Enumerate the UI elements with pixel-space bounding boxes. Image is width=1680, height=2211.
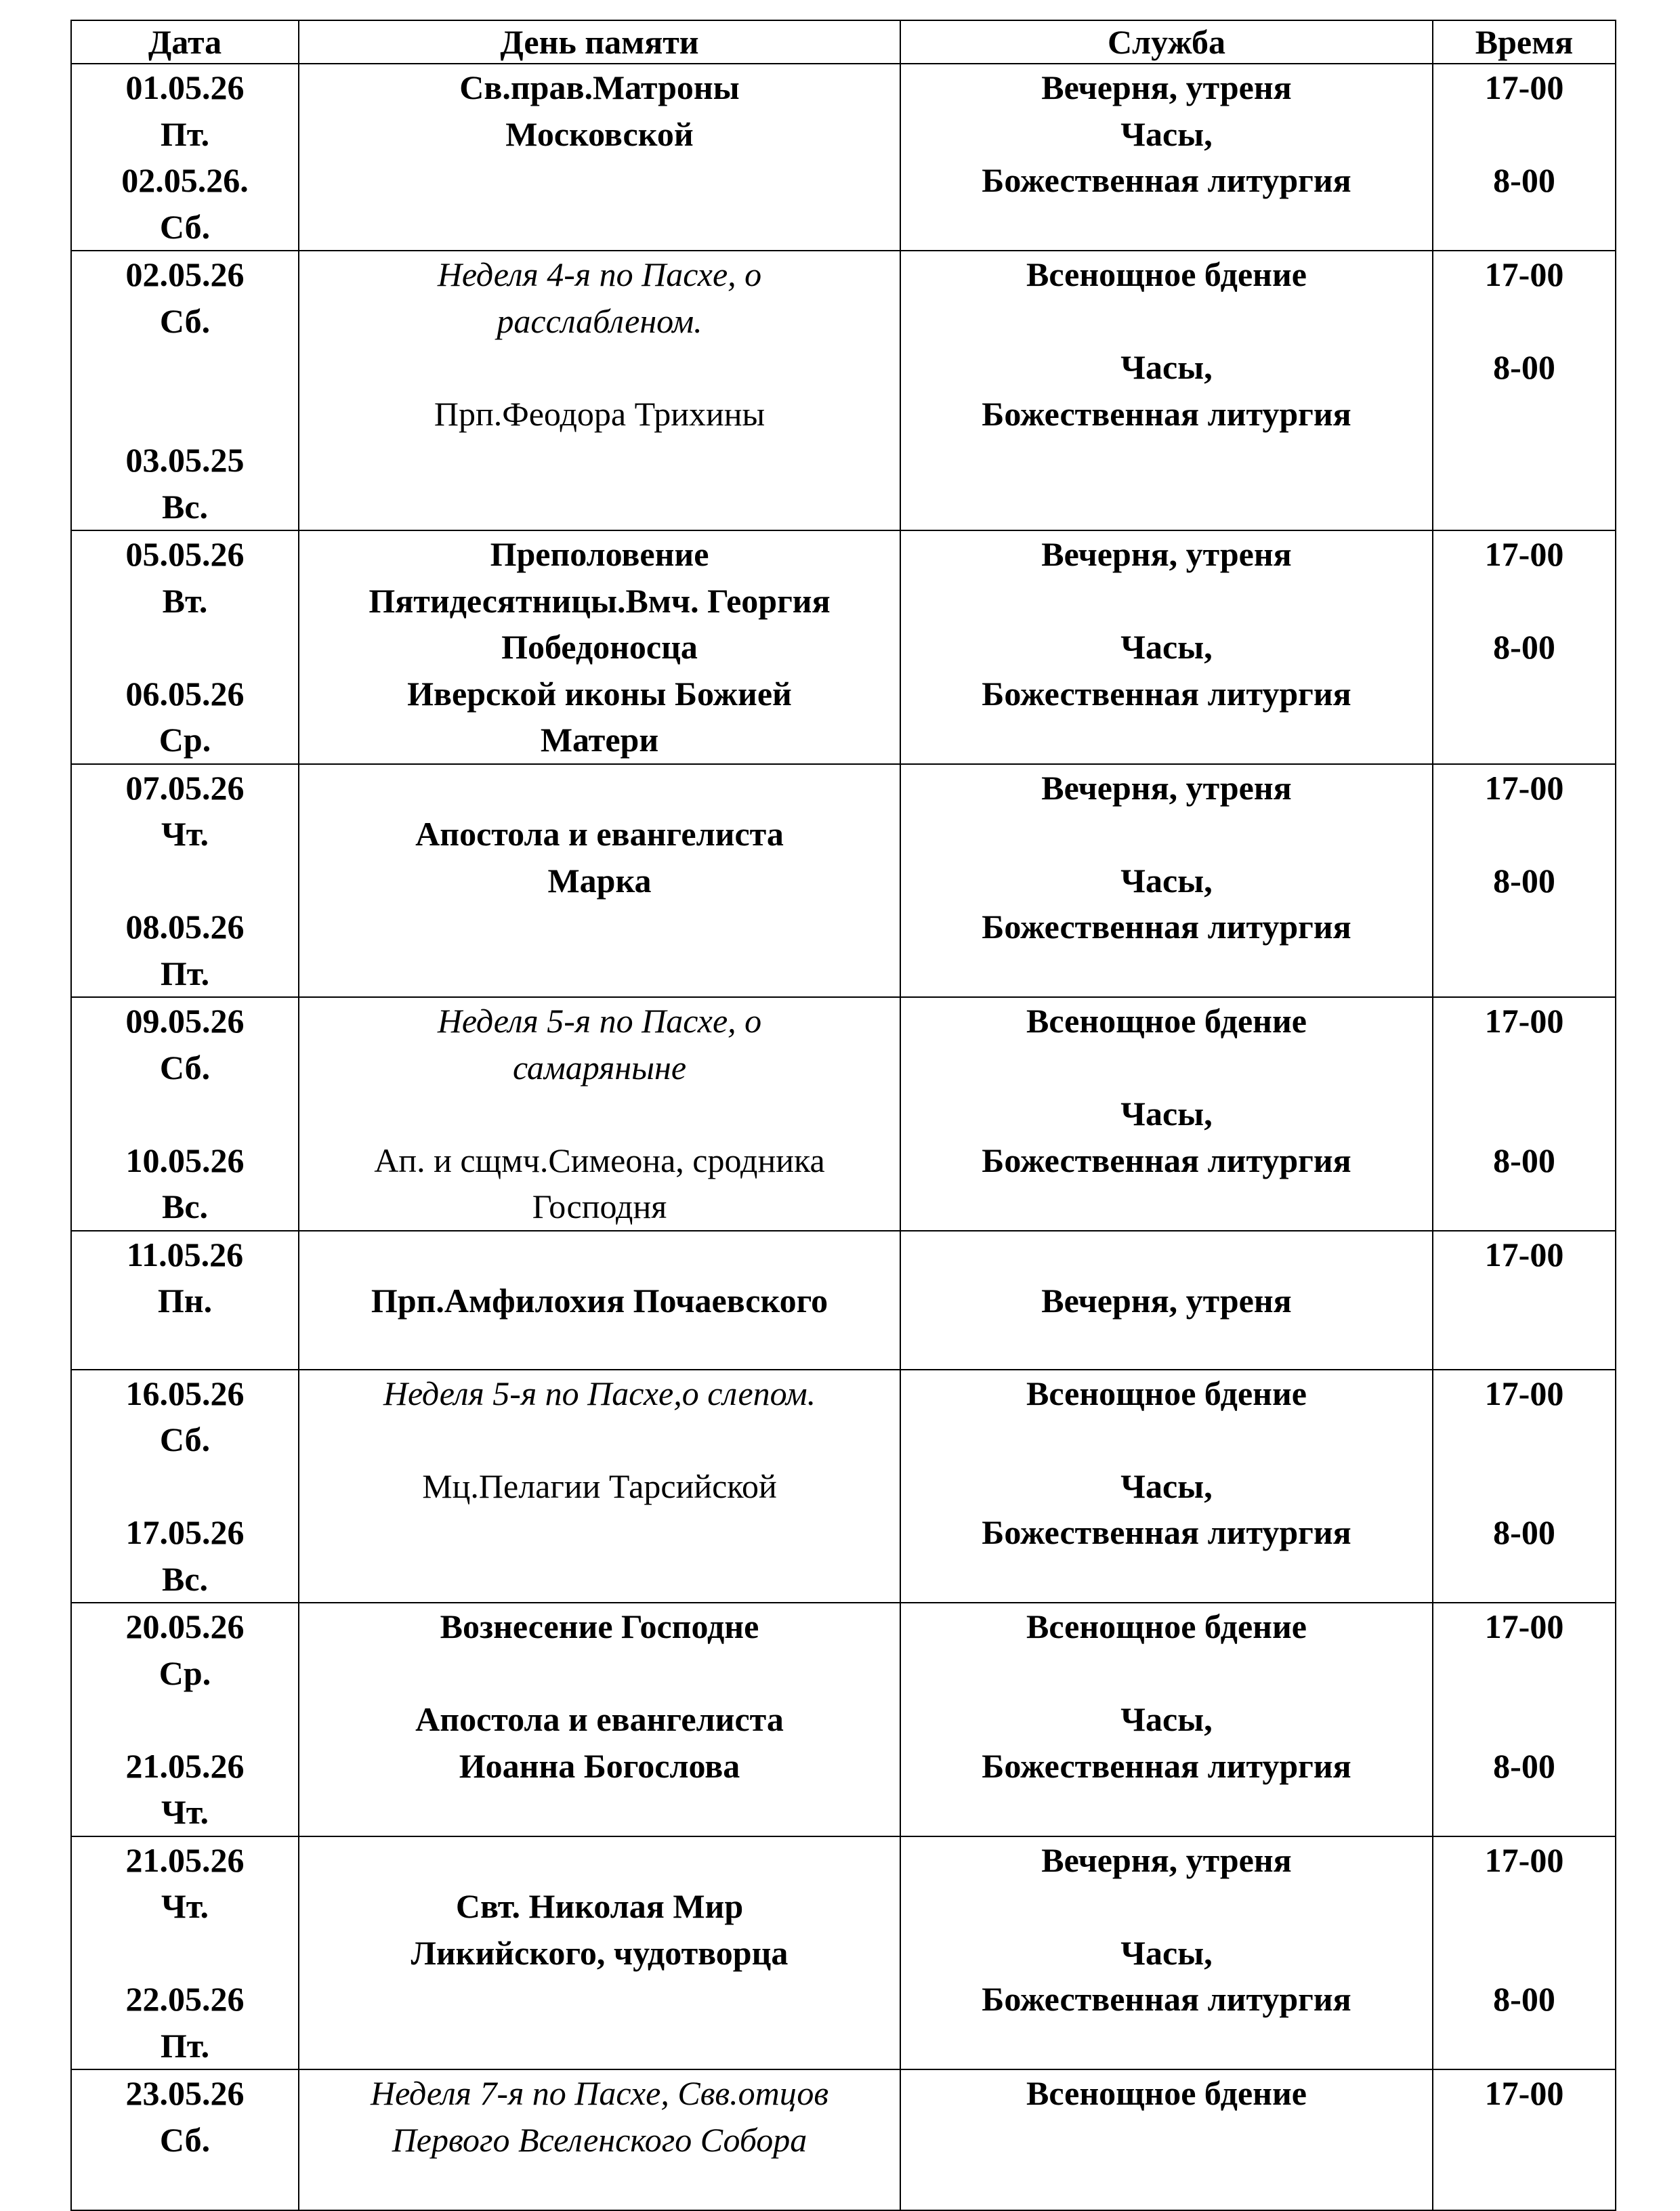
memory-line: Марка [547,861,652,900]
memory-line: Иоанна Богослова [459,1746,740,1785]
service-line: Божественная литургия [982,674,1351,713]
service-line: Вечерня, утреня [1041,68,1292,106]
memory-cell [299,997,900,1231]
service-cell [900,997,1433,1231]
table-row [71,1836,1616,2070]
time-line [1439,1091,1610,1137]
date-line: 05.05.26 [125,535,245,573]
time-cell [1433,64,1616,251]
time-line: 8-00 [1493,628,1555,666]
service-line [906,578,1427,625]
service-cell [900,764,1433,998]
memory-line: Ликийского, чудотворца [411,1933,789,1972]
service-cell [900,1370,1433,1603]
memory-line: Св.прав.Матроны [459,68,740,106]
date-line: Вс. [161,1559,209,1598]
date-cell [71,251,299,530]
service-line: Вечерня, утреня [1041,535,1292,573]
memory-cell [299,1231,900,1370]
memory-line [305,1837,894,1884]
time-cell [1433,530,1616,764]
date-line [77,1696,293,1743]
time-line: 17-00 [1484,1840,1564,1879]
service-line: Всенощное бдение [1026,1374,1307,1412]
time-line [1439,1930,1610,1977]
memory-line: Победоносца [501,628,698,666]
service-line: Часы, [1120,1095,1213,1133]
time-line: 17-00 [1484,1374,1564,1412]
service-line: Вечерня, утреня [1041,1840,1292,1879]
date-line [77,1930,293,1977]
memory-line: Неделя 5-я по Пасхе,о слепом. [383,1374,816,1412]
date-line [77,858,293,904]
service-line: Всенощное бдение [1026,1607,1307,1645]
time-cell [1433,1231,1616,1370]
date-line: Чт. [161,1793,209,1831]
date-line: 16.05.26 [125,1374,245,1412]
memory-line: Первого Вселенского Собора [392,2120,807,2159]
service-line: Божественная литургия [982,908,1351,946]
time-line: 17-00 [1484,68,1564,106]
service-line: Часы, [1120,1700,1213,1738]
memory-line [305,1231,894,1278]
memory-cell [299,1370,900,1603]
header-service: Служба [900,20,1433,64]
service-cell [900,64,1433,251]
memory-cell [299,64,900,251]
memory-line: Апостола и евангелиста [415,815,784,853]
table-row [71,1231,1616,1370]
time-line [1439,1696,1610,1743]
service-cell [900,1603,1433,1836]
date-line [77,344,293,391]
schedule-header [71,20,1616,64]
date-line: Пт. [160,114,210,153]
memory-cell [299,530,900,764]
date-line: Ср. [159,1654,211,1692]
date-cell [71,1603,299,1836]
time-line [1439,1883,1610,1930]
memory-line [305,765,894,812]
memory-line: Матери [540,721,659,759]
date-line: 03.05.25 [125,441,245,479]
memory-line [305,1091,894,1137]
date-cell [71,764,299,998]
date-cell [71,1370,299,1603]
date-line: 08.05.26 [125,908,245,946]
date-line [77,391,293,438]
service-line: Всенощное бдение [1026,255,1307,293]
table-row [71,530,1616,764]
memory-line: Неделя 4-я по Пасхе, о [437,255,762,293]
date-line: 21.05.26 [125,1746,245,1785]
date-line: Вт. [162,581,208,620]
service-line [906,1883,1427,1930]
service-line: Часы, [1120,114,1213,153]
time-line [1439,578,1610,625]
memory-line [305,344,894,391]
date-line [77,1463,293,1510]
memory-line: Мц.Пелагии Тарсийской [422,1467,777,1505]
memory-line: Господня [532,1187,667,1225]
date-line: 21.05.26 [125,1840,245,1879]
time-line: 8-00 [1493,1141,1555,1179]
time-line [1439,1416,1610,1463]
table-row [71,997,1616,1231]
memory-line: самаряныне [512,1048,687,1087]
memory-cell [299,1836,900,2070]
table-row [71,764,1616,998]
service-line [906,1650,1427,1697]
date-line: 06.05.26 [125,674,245,713]
date-line: 09.05.26 [125,1002,245,1040]
service-cell [900,530,1433,764]
time-line: 8-00 [1493,861,1555,900]
date-line: 11.05.26 [126,1235,244,1273]
date-line: Пт. [160,954,210,992]
time-line [1439,111,1610,158]
time-line: 8-00 [1493,1513,1555,1551]
date-line: 23.05.26 [125,2074,245,2112]
time-line: 17-00 [1484,768,1564,807]
memory-cell [299,251,900,530]
time-line [1439,298,1610,345]
service-line: Вечерня, утреня [1041,768,1292,807]
service-line [906,1416,1427,1463]
service-line: Божественная литургия [982,394,1351,433]
service-line: Часы, [1120,861,1213,900]
memory-line: Иверской иконы Божией [407,674,792,713]
date-cell [71,1836,299,2070]
memory-line: Свт. Николая Мир [455,1887,744,1925]
time-cell [1433,1370,1616,1603]
time-cell [1433,1603,1616,1836]
header-memory-day: День памяти [299,20,900,64]
date-line: Пт. [160,2026,210,2065]
service-line [906,1231,1427,1278]
service-cell [900,251,1433,530]
date-line: 22.05.26 [125,1980,245,2018]
date-line: 02.05.26. [121,161,249,199]
memory-line: Пятидесятницы.Вмч. Георгия [369,581,831,620]
date-line: Сб. [159,207,211,246]
table-row [71,1603,1616,1836]
date-line [77,1091,293,1137]
service-line: Божественная литургия [982,1141,1351,1179]
service-line: Божественная литургия [982,1746,1351,1785]
date-cell [71,530,299,764]
table-row [71,1370,1616,1603]
memory-cell [299,764,900,998]
schedule-table [70,20,1616,2211]
memory-line: Московской [505,114,694,153]
time-cell [1433,997,1616,1231]
date-line: Сб. [159,301,211,340]
time-line [1439,1045,1610,1091]
memory-line: Неделя 5-я по Пасхе, о [437,1002,762,1040]
memory-line: Вознесение Господне [440,1607,759,1645]
memory-cell [299,1603,900,1836]
date-cell [71,997,299,1231]
date-line: Вс. [161,1187,209,1225]
memory-line: Апостола и евангелиста [415,1700,784,1738]
date-line: Вс. [161,487,209,526]
date-line: 10.05.26 [125,1141,245,1179]
date-line: Сб. [159,1420,211,1458]
time-line: 17-00 [1484,535,1564,573]
time-line [1439,1650,1610,1697]
date-line: Чт. [161,1887,209,1925]
time-line: 8-00 [1493,161,1555,199]
memory-line [305,1416,894,1463]
memory-line [305,1650,894,1697]
time-line: 17-00 [1484,1002,1564,1040]
time-cell [1433,764,1616,998]
memory-line: Ап. и сщмч.Симеона, сродника [374,1141,825,1179]
date-line: 01.05.26 [125,68,245,106]
table-row [71,64,1616,251]
date-line: Чт. [161,815,209,853]
service-line [906,811,1427,858]
time-cell [1433,1836,1616,2070]
time-line [1439,1463,1610,1510]
time-cell [1433,251,1616,530]
time-line: 8-00 [1493,1746,1555,1785]
table-row [71,251,1616,530]
date-line: 07.05.26 [125,768,245,807]
date-line: Сб. [159,2120,211,2159]
service-cell [900,1231,1433,1370]
memory-line: Прп.Амфилохия Почаевского [371,1282,828,1320]
date-line: 20.05.26 [125,1607,245,1645]
time-line [1439,811,1610,858]
service-line: Часы, [1120,1467,1213,1505]
time-line: 8-00 [1493,348,1555,386]
header-date: Дата [71,20,299,64]
time-line: 17-00 [1484,1607,1564,1645]
service-line: Всенощное бдение [1026,1002,1307,1040]
date-line: Ср. [159,721,211,759]
time-line: 17-00 [1484,1235,1564,1273]
date-line: 17.05.26 [125,1513,245,1551]
time-line: 17-00 [1484,255,1564,293]
date-line: Пн. [157,1282,213,1320]
service-line: Часы, [1120,628,1213,666]
service-line [906,298,1427,345]
memory-line: расслабленом. [497,301,702,340]
header-time: Время [1433,20,1616,64]
service-line [906,1045,1427,1091]
date-line: Сб. [159,1048,211,1087]
date-line [77,624,293,671]
service-line: Божественная литургия [982,1513,1351,1551]
service-line: Вечерня, утреня [1041,1282,1292,1320]
date-cell [71,64,299,251]
memory-line: Неделя 7-я по Пасхе, Свв.отцов [370,2074,829,2112]
service-line: Часы, [1120,1933,1213,1972]
date-cell [71,1231,299,1370]
time-line: 17-00 [1484,2074,1564,2112]
time-line: 8-00 [1493,1980,1555,2018]
date-line: 02.05.26 [125,255,245,293]
schedule-body [71,64,1616,2210]
header-row [71,20,1616,64]
memory-line: Прп.Феодора Трихины [434,394,765,433]
memory-line: Преполовение [490,535,709,573]
service-line: Часы, [1120,348,1213,386]
service-line: Всенощное бдение [1026,2074,1307,2112]
service-cell [900,1836,1433,2070]
service-line: Божественная литургия [982,1980,1351,2018]
service-line: Божественная литургия [982,161,1351,199]
